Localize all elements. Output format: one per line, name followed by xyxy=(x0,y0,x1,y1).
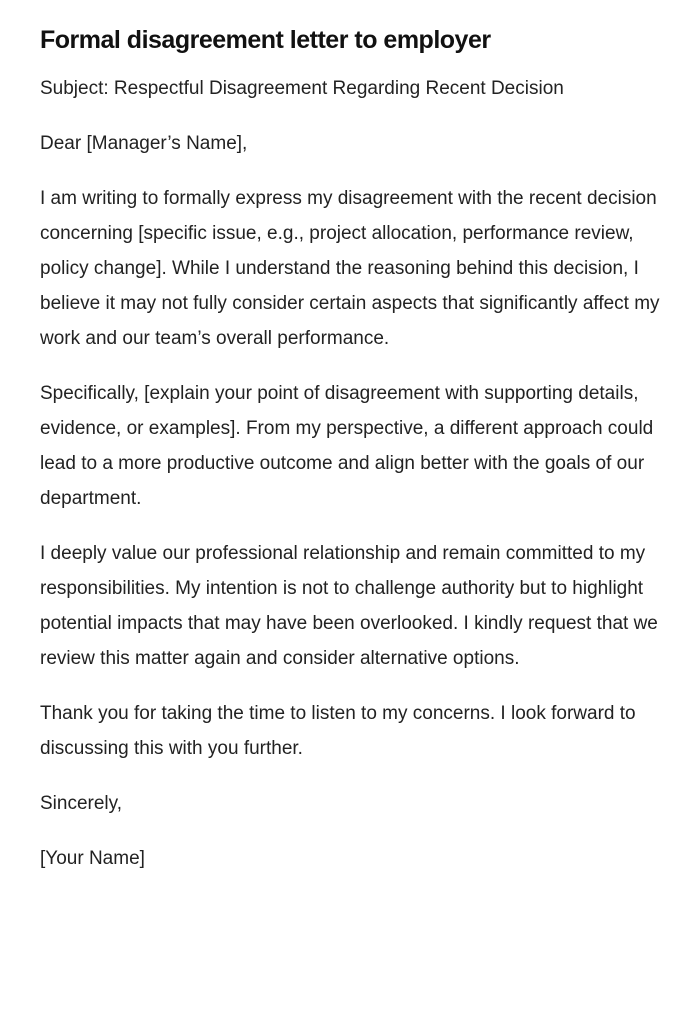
body-paragraph: I am writing to formally express my disagreement with the recent decision concerning [specific issue, e.g., project allocation, performance review, policy change]. While I understand the reasoning behind this decision, I believe it may not fully consider certain aspects that significantly affect my work and our team’s overall performance. xyxy=(40,188,660,349)
body-paragraph: I deeply value our professional relationship and remain committed to my responsibilities. My intention is not to challenge authority but to highlight potential impacts that may have been overlooked. I kindly request that we review this matter again and consider alternative options. xyxy=(40,543,658,669)
closing: Sincerely, xyxy=(40,793,123,814)
page-title: Formal disagreement letter to employer xyxy=(40,26,491,54)
body-paragraph: Thank you for taking the time to listen to my concerns. I look forward to discussing this with you further. xyxy=(40,703,636,759)
signature: [Your Name] xyxy=(40,848,145,869)
subject-line: Subject: Respectful Disagreement Regarding Recent Decision xyxy=(40,78,564,99)
greeting: Dear [Manager’s Name], xyxy=(40,133,248,154)
body-paragraph: Specifically, [explain your point of disagreement with supporting details, evidence, or examples]. From my perspective, a different approach could lead to a more productive outcome and align better with the goals of our department. xyxy=(40,383,654,509)
